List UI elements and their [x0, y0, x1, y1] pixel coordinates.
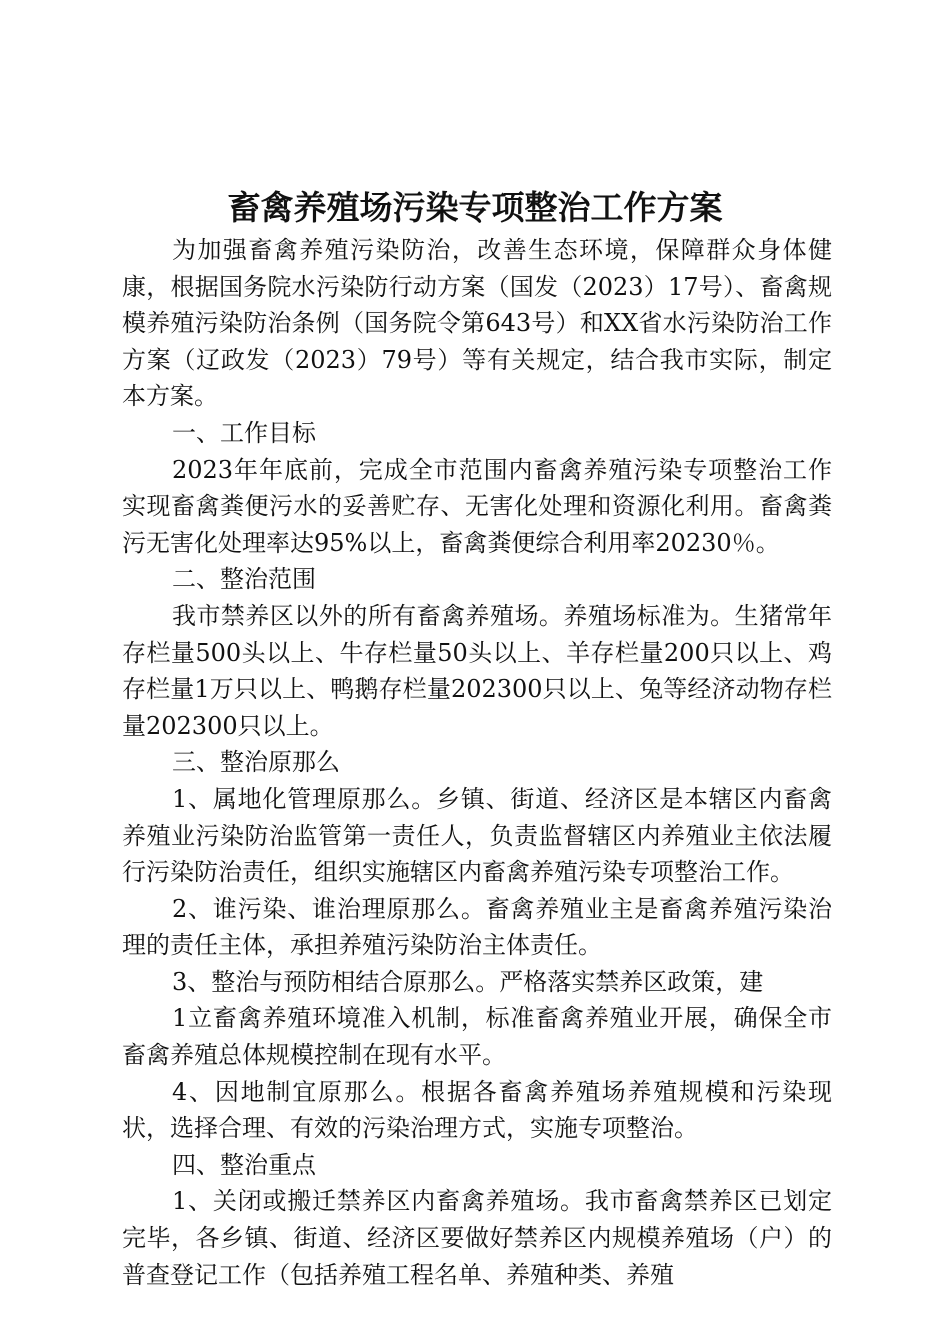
goals-paragraph: 2023年年底前，完成全市范围内畜禽养殖污染专项整治工作实现畜禽粪便污水的妥善贮存、无害化处理和资源化利用。畜禽粪污无害化处理率达95%以上，畜禽粪便综合利用率20230％。 [122, 455, 832, 557]
intro-paragraph: 为加强畜禽养殖污染防治，改善生态环境，保障群众身体健康，根据国务院水污染防行动方案（国发（2023）17号）、畜禽规模养殖污染防治条例（国务院令第643号）和XX省水污染防治工作方案（辽政发（2023）79号）等有关规定，结合我市实际，制定本方案。 [122, 236, 832, 411]
principle-3-paragraph: 3、整治与预防相结合原那么。严格落实禁养区政策，建 [172, 967, 764, 996]
section-heading-focus: 四、整治重点 [172, 1150, 316, 1179]
scope-paragraph: 我市禁养区以外的所有畜禽养殖场。养殖场标准为。生猪常年存栏量500头以上、牛存栏量50头以上、羊存栏量200只以上、鸡存栏量1万只以上、鸭鹅存栏量202300只以上、兔等经济动物存栏量202300只以上。 [122, 601, 832, 740]
focus-1-paragraph: 1、关闭或搬迁禁养区内畜禽养殖场。我市畜禽禁养区已划定完毕，各乡镇、街道、经济区要做好禁养区内规模养殖场（户）的普查登记工作（包括养殖工程名单、养殖种类、养殖 [122, 1187, 832, 1289]
document-body [122, 232, 832, 1293]
principle-3-continued-paragraph: 1立畜禽养殖环境准入机制，标准畜禽养殖业开展，确保全市畜禽养殖总体规模控制在现有水平。 [122, 1004, 832, 1070]
principle-4-paragraph: 4、因地制宜原那么。根据各畜禽养殖场养殖规模和污染现状，选择合理、有效的污染治理方式，实施专项整治。 [122, 1077, 832, 1143]
document-title: 畜禽养殖场污染专项整治工作方案 [227, 188, 723, 227]
section-heading-goals: 一、工作目标 [172, 418, 316, 447]
principle-2-paragraph: 2、谁污染、谁治理原那么。畜禽养殖业主是畜禽养殖污染治理的责任主体，承担养殖污染防治主体责任。 [122, 894, 832, 960]
section-heading-principles: 三、整治原那么 [172, 748, 340, 777]
principle-1-paragraph: 1、属地化管理原那么。乡镇、街道、经济区是本辖区内畜禽养殖业污染防治监管第一责任人，负责监督辖区内养殖业主依法履行污染防治责任，组织实施辖区内畜禽养殖污染专项整治工作。 [122, 784, 832, 887]
section-heading-scope: 二、整治范围 [172, 565, 316, 594]
